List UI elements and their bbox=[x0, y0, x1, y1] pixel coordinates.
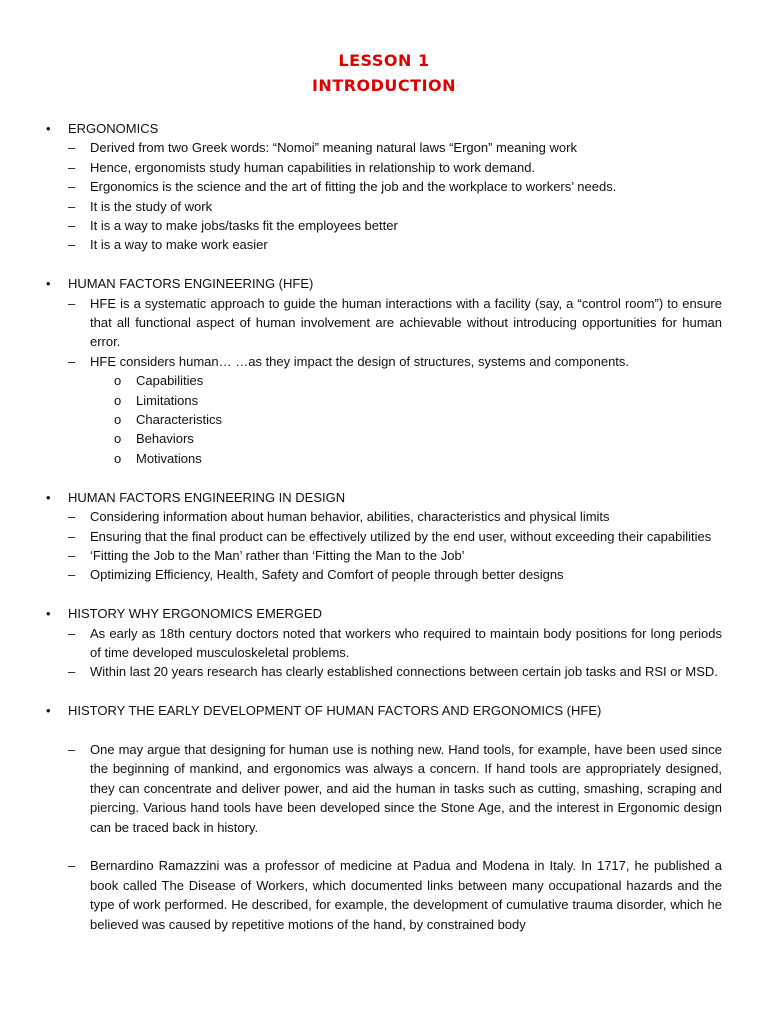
item-text: It is a way to make work easier bbox=[90, 237, 268, 253]
item-text: Hence, ergonomists study human capabilities in relationship to work demand. bbox=[90, 159, 536, 175]
list-item bbox=[46, 138, 722, 157]
circle-bullet-icon: o bbox=[114, 412, 122, 428]
section-history-early bbox=[46, 701, 722, 934]
dash-icon: – bbox=[68, 353, 76, 369]
list-item bbox=[46, 624, 722, 663]
circle-bullet-icon: o bbox=[114, 373, 122, 389]
list-item bbox=[46, 740, 722, 837]
item-text: HFE considers human… …as they impact the design of structures, systems and components. bbox=[90, 353, 630, 369]
list-item bbox=[46, 294, 722, 352]
list-item bbox=[46, 565, 722, 584]
dash-icon: – bbox=[68, 528, 76, 544]
item-text: Optimizing Efficiency, Health, Safety and Comfort of people through better designs bbox=[90, 567, 564, 583]
item-text: Ergonomics is the science and the art of fitting the job and the workplace to workers’ needs. bbox=[90, 179, 617, 195]
dash-icon: – bbox=[68, 179, 76, 195]
dash-icon: – bbox=[68, 547, 76, 563]
item-text: ‘Fitting the Job to the Man’ rather than ‘Fitting the Man to the Job’ bbox=[90, 547, 465, 563]
item-text: It is the study of work bbox=[90, 198, 213, 214]
circle-bullet-icon: o bbox=[114, 431, 122, 447]
sub-item-text: Motivations bbox=[136, 450, 202, 466]
dash-icon: – bbox=[68, 858, 76, 874]
sub-item-text: Limitations bbox=[136, 392, 199, 408]
bullet-icon: • bbox=[46, 606, 51, 622]
bullet-icon: • bbox=[46, 276, 51, 292]
item-text: HFE is a systematic approach to guide the human interactions with a facility (say, a “control room”) to ensure that all functional aspect of human involvement are achievable without introducing opportunities for human error. bbox=[90, 295, 722, 350]
dash-icon: – bbox=[68, 218, 76, 234]
dash-icon: – bbox=[68, 140, 76, 156]
dash-icon: – bbox=[68, 567, 76, 583]
section-heading bbox=[46, 701, 722, 720]
sub-item-text: Characteristics bbox=[136, 412, 222, 428]
list-item bbox=[46, 546, 722, 565]
dash-icon: – bbox=[68, 664, 76, 680]
section-history-why bbox=[46, 604, 722, 682]
section-heading bbox=[46, 119, 722, 138]
item-text: Within last 20 years research has clearly established connections between certain job tasks and RSI or MSD. bbox=[90, 664, 718, 680]
dash-icon: – bbox=[68, 741, 76, 757]
item-text: It is a way to make jobs/tasks fit the employees better bbox=[90, 218, 398, 234]
item-text: Bernardino Ramazzini was a professor of medicine at Padua and Modena in Italy. In 1717, he published a book called The Disease of Workers, which documented links between many occupational hazards and the type of work performed. He described, for example, the development of cumulative trauma disorder, which he believed was caused by repetitive motions of the hand, by constrained body bbox=[90, 858, 722, 932]
dash-icon: – bbox=[68, 198, 76, 214]
circle-bullet-icon: o bbox=[114, 392, 122, 408]
dash-icon: – bbox=[68, 159, 76, 175]
sub-list-item bbox=[46, 429, 722, 448]
heading-text: HISTORY THE EARLY DEVELOPMENT OF HUMAN FACTORS AND ERGONOMICS (HFE) bbox=[68, 703, 602, 719]
sub-list-item bbox=[46, 449, 722, 468]
item-text: One may argue that designing for human use is nothing new. Hand tools, for example, have been used since the beginning of mankind, and ergonomics was always a concern. If hand tools are appropriately designed, they can concentrate and deliver power, and aid the human in tasks such as cutting, smashing, scraping and piercing. Various hand tools have been developed since the Stone Age, and the interest in Ergonomic design can be traced back in history. bbox=[90, 741, 722, 835]
heading-text: HUMAN FACTORS ENGINEERING (HFE) bbox=[68, 276, 314, 292]
dash-icon: – bbox=[68, 625, 76, 641]
list-item bbox=[46, 235, 722, 254]
lesson-title: LESSON 1 bbox=[338, 51, 430, 70]
section-heading bbox=[46, 604, 722, 623]
list-item bbox=[46, 177, 722, 196]
list-item bbox=[46, 197, 722, 216]
dash-icon: – bbox=[68, 237, 76, 253]
sub-list-item bbox=[46, 391, 722, 410]
bullet-icon: • bbox=[46, 703, 51, 719]
sub-item-text: Behaviors bbox=[136, 431, 194, 447]
list-item bbox=[46, 216, 722, 235]
circle-bullet-icon: o bbox=[114, 450, 122, 466]
list-item bbox=[46, 158, 722, 177]
sub-list-item bbox=[46, 371, 722, 390]
sub-list-item bbox=[46, 410, 722, 429]
heading-text: HISTORY WHY ERGONOMICS EMERGED bbox=[68, 606, 323, 622]
bullet-icon: • bbox=[46, 489, 51, 505]
item-text: Ensuring that the final product can be effectively utilized by the end user, without exceeding their capabilities bbox=[90, 528, 712, 544]
list-item bbox=[46, 662, 722, 681]
item-text: As early as 18th century doctors noted that workers who required to maintain body positions for long periods of time developed musculoskeletal problems. bbox=[90, 625, 722, 660]
bullet-icon: • bbox=[46, 121, 51, 136]
section-heading bbox=[46, 488, 722, 507]
item-text: Considering information about human behavior, abilities, characteristics and physical limits bbox=[90, 509, 610, 525]
section-hfe bbox=[46, 274, 722, 468]
list-item bbox=[46, 527, 722, 546]
dash-icon: – bbox=[68, 295, 76, 311]
document-body bbox=[46, 119, 722, 953]
heading-text: HUMAN FACTORS ENGINEERING IN DESIGN bbox=[68, 489, 346, 505]
list-item bbox=[46, 856, 722, 934]
dash-icon: – bbox=[68, 509, 76, 525]
list-item bbox=[46, 352, 722, 371]
item-text: Derived from two Greek words: “Nomoi” meaning natural laws “Ergon” meaning work bbox=[90, 140, 577, 156]
section-heading bbox=[46, 274, 722, 293]
heading-text: ERGONOMICS bbox=[68, 121, 159, 136]
section-ergonomics bbox=[46, 119, 722, 255]
sub-item-text: Capabilities bbox=[136, 373, 204, 389]
lesson-subtitle: INTRODUCTION bbox=[311, 76, 457, 95]
section-hfe-in-design bbox=[46, 488, 722, 585]
list-item bbox=[46, 507, 722, 526]
